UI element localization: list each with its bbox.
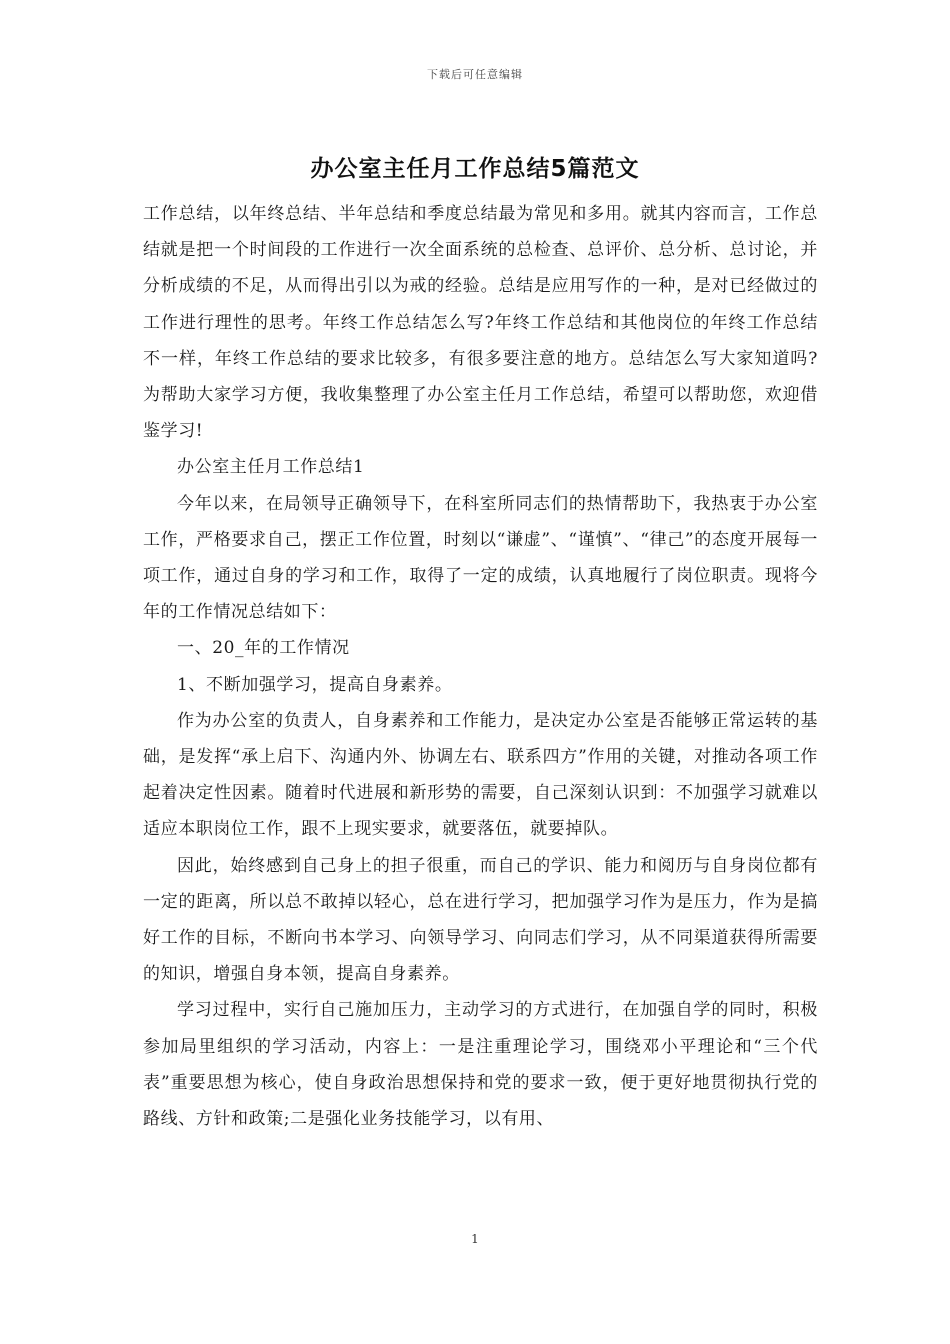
paragraph-role: 作为办公室的负责人，自身素养和工作能力，是决定办公室是否能够正常运转的基础，是发挥“承上启下、沟通内外、协调左右、联系四方”作用的关键，对推动各项工作起着决定性因素。随着时代进展和新形势的需要，自己深刻认识到：不加强学习就难以适应本职岗位工作，跟不上现实要求，就要落伍，就要掉队。: [143, 710, 818, 840]
paragraph-pressure: 因此，始终感到自己身上的担子很重，而自己的学识、能力和阅历与自身岗位都有一定的距离，所以总不敢掉以轻心，总在进行学习，把加强学习作为是压力，作为是搞好工作的目标，不断向书本学习、向领导学习、向同志们学习，从不同渠道获得所需要的知识，增强自身本领，提高自身素养。: [143, 855, 818, 985]
subheading-learning: 1、不断加强学习，提高自身素养。: [177, 674, 453, 695]
page-number: 1: [471, 1232, 479, 1246]
section-heading-work-status: 一、20_年的工作情况: [177, 638, 350, 659]
intro-paragraph: 工作总结，以年终总结、半年总结和季度总结最为常见和多用。就其内容而言，工作总结就是把一个时间段的工作进行一次全面系统的总检查、总评价、总分析、总讨论，并分析成绩的不足，从而得出引以为戒的经验。总结是应用写作的一种，是对已经做过的工作进行理性的思考。年终工作总结怎么写?年终工作总结和其他岗位的年终工作总结不一样，年终工作总结的要求比较多，有很多要注意的地方。总结怎么写大家知道吗?为帮助大家学习方便，我收集整理了办公室主任月工作总结，希望可以帮助您，欢迎借鉴学习!: [143, 204, 818, 442]
paragraph-learning-process: 学习过程中，实行自己施加压力，主动学习的方式进行，在加强自学的同时，积极参加局里组织的学习活动，内容上：一是注重理论学习，围绕邓小平理论和“三个代表”重要思想为核心，使自身政治思想保持和党的要求一致，便于更好地贯彻执行党的路线、方针和政策;二是强化业务技能学习，以有用、: [143, 1000, 818, 1130]
paragraph-opening: 今年以来，在局领导正确领导下，在科室所同志们的热情帮助下，我热衷于办公室工作，严格要求自己，摆正工作位置，时刻以“谦虚”、“谨慎”、“律己”的态度开展每一项工作，通过自身的学习和工作，取得了一定的成绩，认真地履行了岗位职责。现将今年的工作情况总结如下：: [143, 493, 818, 623]
document-body: [143, 196, 818, 1137]
header-note: 下载后可任意编辑: [427, 68, 523, 81]
section-heading-summary-1: 办公室主任月工作总结1: [177, 457, 365, 478]
document-title: 办公室主任月工作总结5篇范文: [310, 156, 640, 182]
